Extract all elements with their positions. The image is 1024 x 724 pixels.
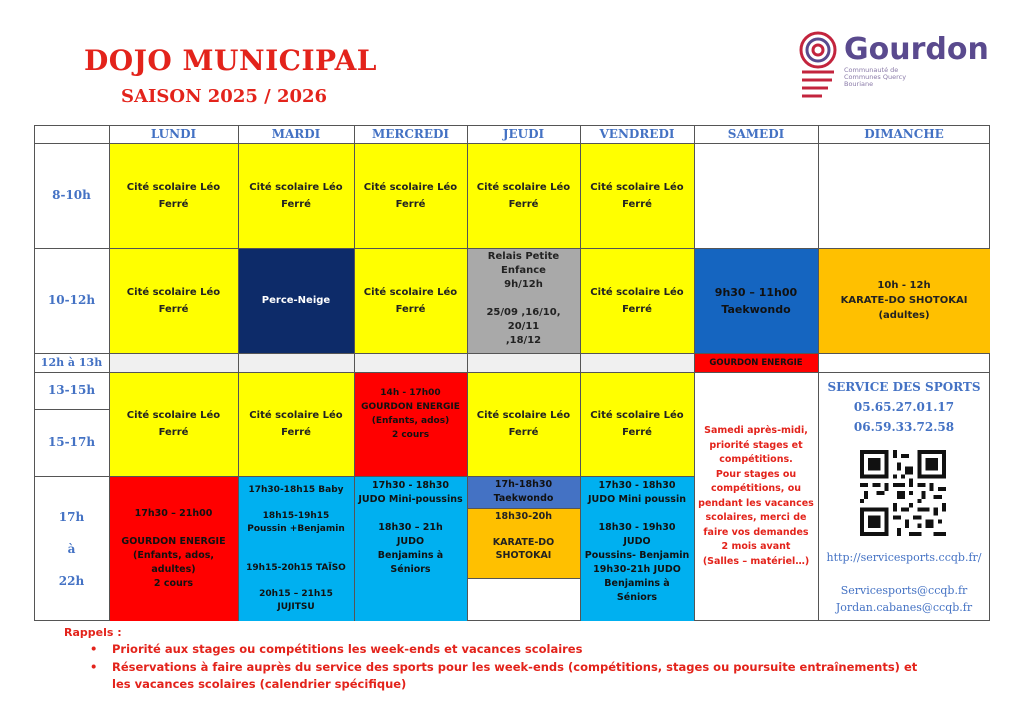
- grid-line: [694, 125, 695, 621]
- slot-vendredi-13: Cité scolaire Léo Ferré: [580, 372, 694, 476]
- slot-mercredi-17: 17h30 - 18h30 JUDO Mini-poussins 18h30 – 21h JUDO Benjamins à Séniors: [354, 476, 467, 621]
- slot-dimanche-10: 10h - 12h KARATE-DO SHOTOKAI (adultes): [818, 248, 990, 353]
- day-header-dimanche: DIMANCHE: [864, 126, 944, 141]
- bullet-icon: •: [90, 642, 98, 656]
- slot-jeudi-8: Cité scolaire Léo Ferré: [467, 143, 580, 248]
- slot-jeudi-17b: 18h30-20h KARATE-DO SHOTOKAI: [467, 508, 580, 578]
- slot-mercredi-14: 14h - 17h00 GOURDON ENERGIE (Enfants, ados) 2 cours: [354, 372, 467, 476]
- slot-lundi-8: Cité scolaire Léo Ferré: [109, 143, 238, 248]
- time-10-12: 10-12h: [47, 293, 96, 307]
- rappel-text-2: Réservations à faire auprès du service des sports pour les week-ends (compétitions, stages ou poursuite entraînements) et les vacances scolaires (calendrier spécifique): [112, 660, 918, 691]
- slot-lundi-17: 17h30 – 21h00 GOURDON ENERGIE (Enfants, ados, adultes) 2 cours: [109, 476, 238, 621]
- time-15-17: 15-17h: [47, 435, 96, 449]
- service-panel: [818, 372, 990, 620]
- slot-mardi-8: Cité scolaire Léo Ferré: [238, 143, 354, 248]
- grid-line: [467, 508, 580, 509]
- grid-line: [109, 125, 110, 621]
- day-header-vendredi: VENDREDI: [599, 126, 675, 141]
- grid-line: [467, 578, 580, 579]
- page-subtitle: SAISON 2025 / 2026: [121, 86, 328, 107]
- slot-lunch-weekdays: [109, 353, 694, 372]
- slot-jeudi-10: Relais Petite Enfance 9h/12h 25/09 ,16/10, 20/11 ,18/12: [467, 248, 580, 353]
- bullet-icon: •: [90, 660, 98, 674]
- grid-line: [34, 143, 990, 144]
- slot-mercredi-10: Cité scolaire Léo Ferré: [354, 248, 467, 353]
- gourdon-logo-icon: [796, 28, 840, 104]
- day-header-jeudi: JEUDI: [502, 126, 545, 141]
- slot-jeudi-13: Cité scolaire Léo Ferré: [467, 372, 580, 476]
- grid-line: [354, 125, 355, 621]
- service-email-2[interactable]: Jordan.cabanes@ccqb.fr: [835, 601, 973, 614]
- day-header-mercredi: MERCREDI: [371, 126, 450, 141]
- time-17-mid: à: [67, 541, 76, 556]
- grid-line: [580, 125, 581, 621]
- time-8-10: 8-10h: [52, 188, 91, 202]
- day-header-mardi: MARDI: [271, 126, 321, 141]
- grid-line: [34, 476, 694, 477]
- logo-wordmark: Gourdon: [844, 32, 989, 67]
- qr-code-icon[interactable]: [860, 450, 946, 536]
- gourdon-logo: [796, 26, 996, 106]
- grid-line: [34, 353, 990, 354]
- slot-vendredi-10: Cité scolaire Léo Ferré: [580, 248, 694, 353]
- time-12-13: 12h à 13h: [40, 356, 103, 369]
- slot-mercredi-8: Cité scolaire Léo Ferré: [354, 143, 467, 248]
- slot-samedi-12: GOURDON ENERGIE: [694, 353, 818, 372]
- rappels-heading: Rappels :: [64, 626, 122, 639]
- service-phone-1: 05.65.27.01.17: [853, 400, 955, 414]
- time-17-start: 17h: [58, 509, 85, 524]
- time-17-22: [34, 476, 109, 621]
- day-header-lundi: LUNDI: [150, 126, 197, 141]
- slot-samedi-10: 9h30 – 11h00 Taekwondo: [694, 248, 818, 353]
- slot-vendredi-17: 17h30 - 18h30 JUDO Mini poussin 18h30 - 19h30 JUDO Poussins- Benjamin 19h30-21h JUDO Benjamins à Séniors: [580, 476, 694, 621]
- slot-lundi-10: Cité scolaire Léo Ferré: [109, 248, 238, 353]
- service-email-1[interactable]: Servicesports@ccqb.fr: [840, 584, 968, 597]
- grid-line: [467, 125, 468, 621]
- slot-vendredi-8: Cité scolaire Léo Ferré: [580, 143, 694, 248]
- page-title: DOJO MUNICIPAL: [84, 44, 377, 77]
- slot-mardi-17: 17h30-18h15 Baby 18h15-19h15 Poussin +Benjamin 19h15-20h15 TAÏSO 20h15 – 21h15 JUJITSU: [238, 476, 354, 621]
- samedi-afternoon-note: Samedi après-midi, priorité stages et compétitions. Pour stages ou compétitions, ou pendant les vacances scolaires, merci de faire vos demandes 2 mois avant (Salles – matériel…): [698, 425, 814, 567]
- slot-jeudi-17a: 17h-18h30 Taekwondo: [467, 476, 580, 508]
- day-header-samedi: SAMEDI: [727, 126, 785, 141]
- time-13-15: 13-15h: [47, 383, 96, 397]
- time-17-end: 22h: [58, 573, 85, 588]
- service-title: SERVICE DES SPORTS: [827, 380, 981, 394]
- slot-mardi-10: Perce-Neige: [238, 248, 354, 353]
- service-phone-2: 06.59.33.72.58: [853, 420, 955, 434]
- grid-line: [34, 409, 109, 410]
- slot-lundi-13: Cité scolaire Léo Ferré: [109, 372, 238, 476]
- service-url-link[interactable]: http://servicesports.ccqb.fr/: [826, 551, 982, 564]
- rappel-text-1: Priorité aux stages ou compétitions les week-ends et vacances scolaires: [112, 642, 583, 656]
- slot-mardi-13: Cité scolaire Léo Ferré: [238, 372, 354, 476]
- logo-subtext: Communauté de Communes Quercy Bouriane: [844, 66, 907, 88]
- grid-line: [34, 248, 990, 249]
- grid-line: [238, 125, 239, 621]
